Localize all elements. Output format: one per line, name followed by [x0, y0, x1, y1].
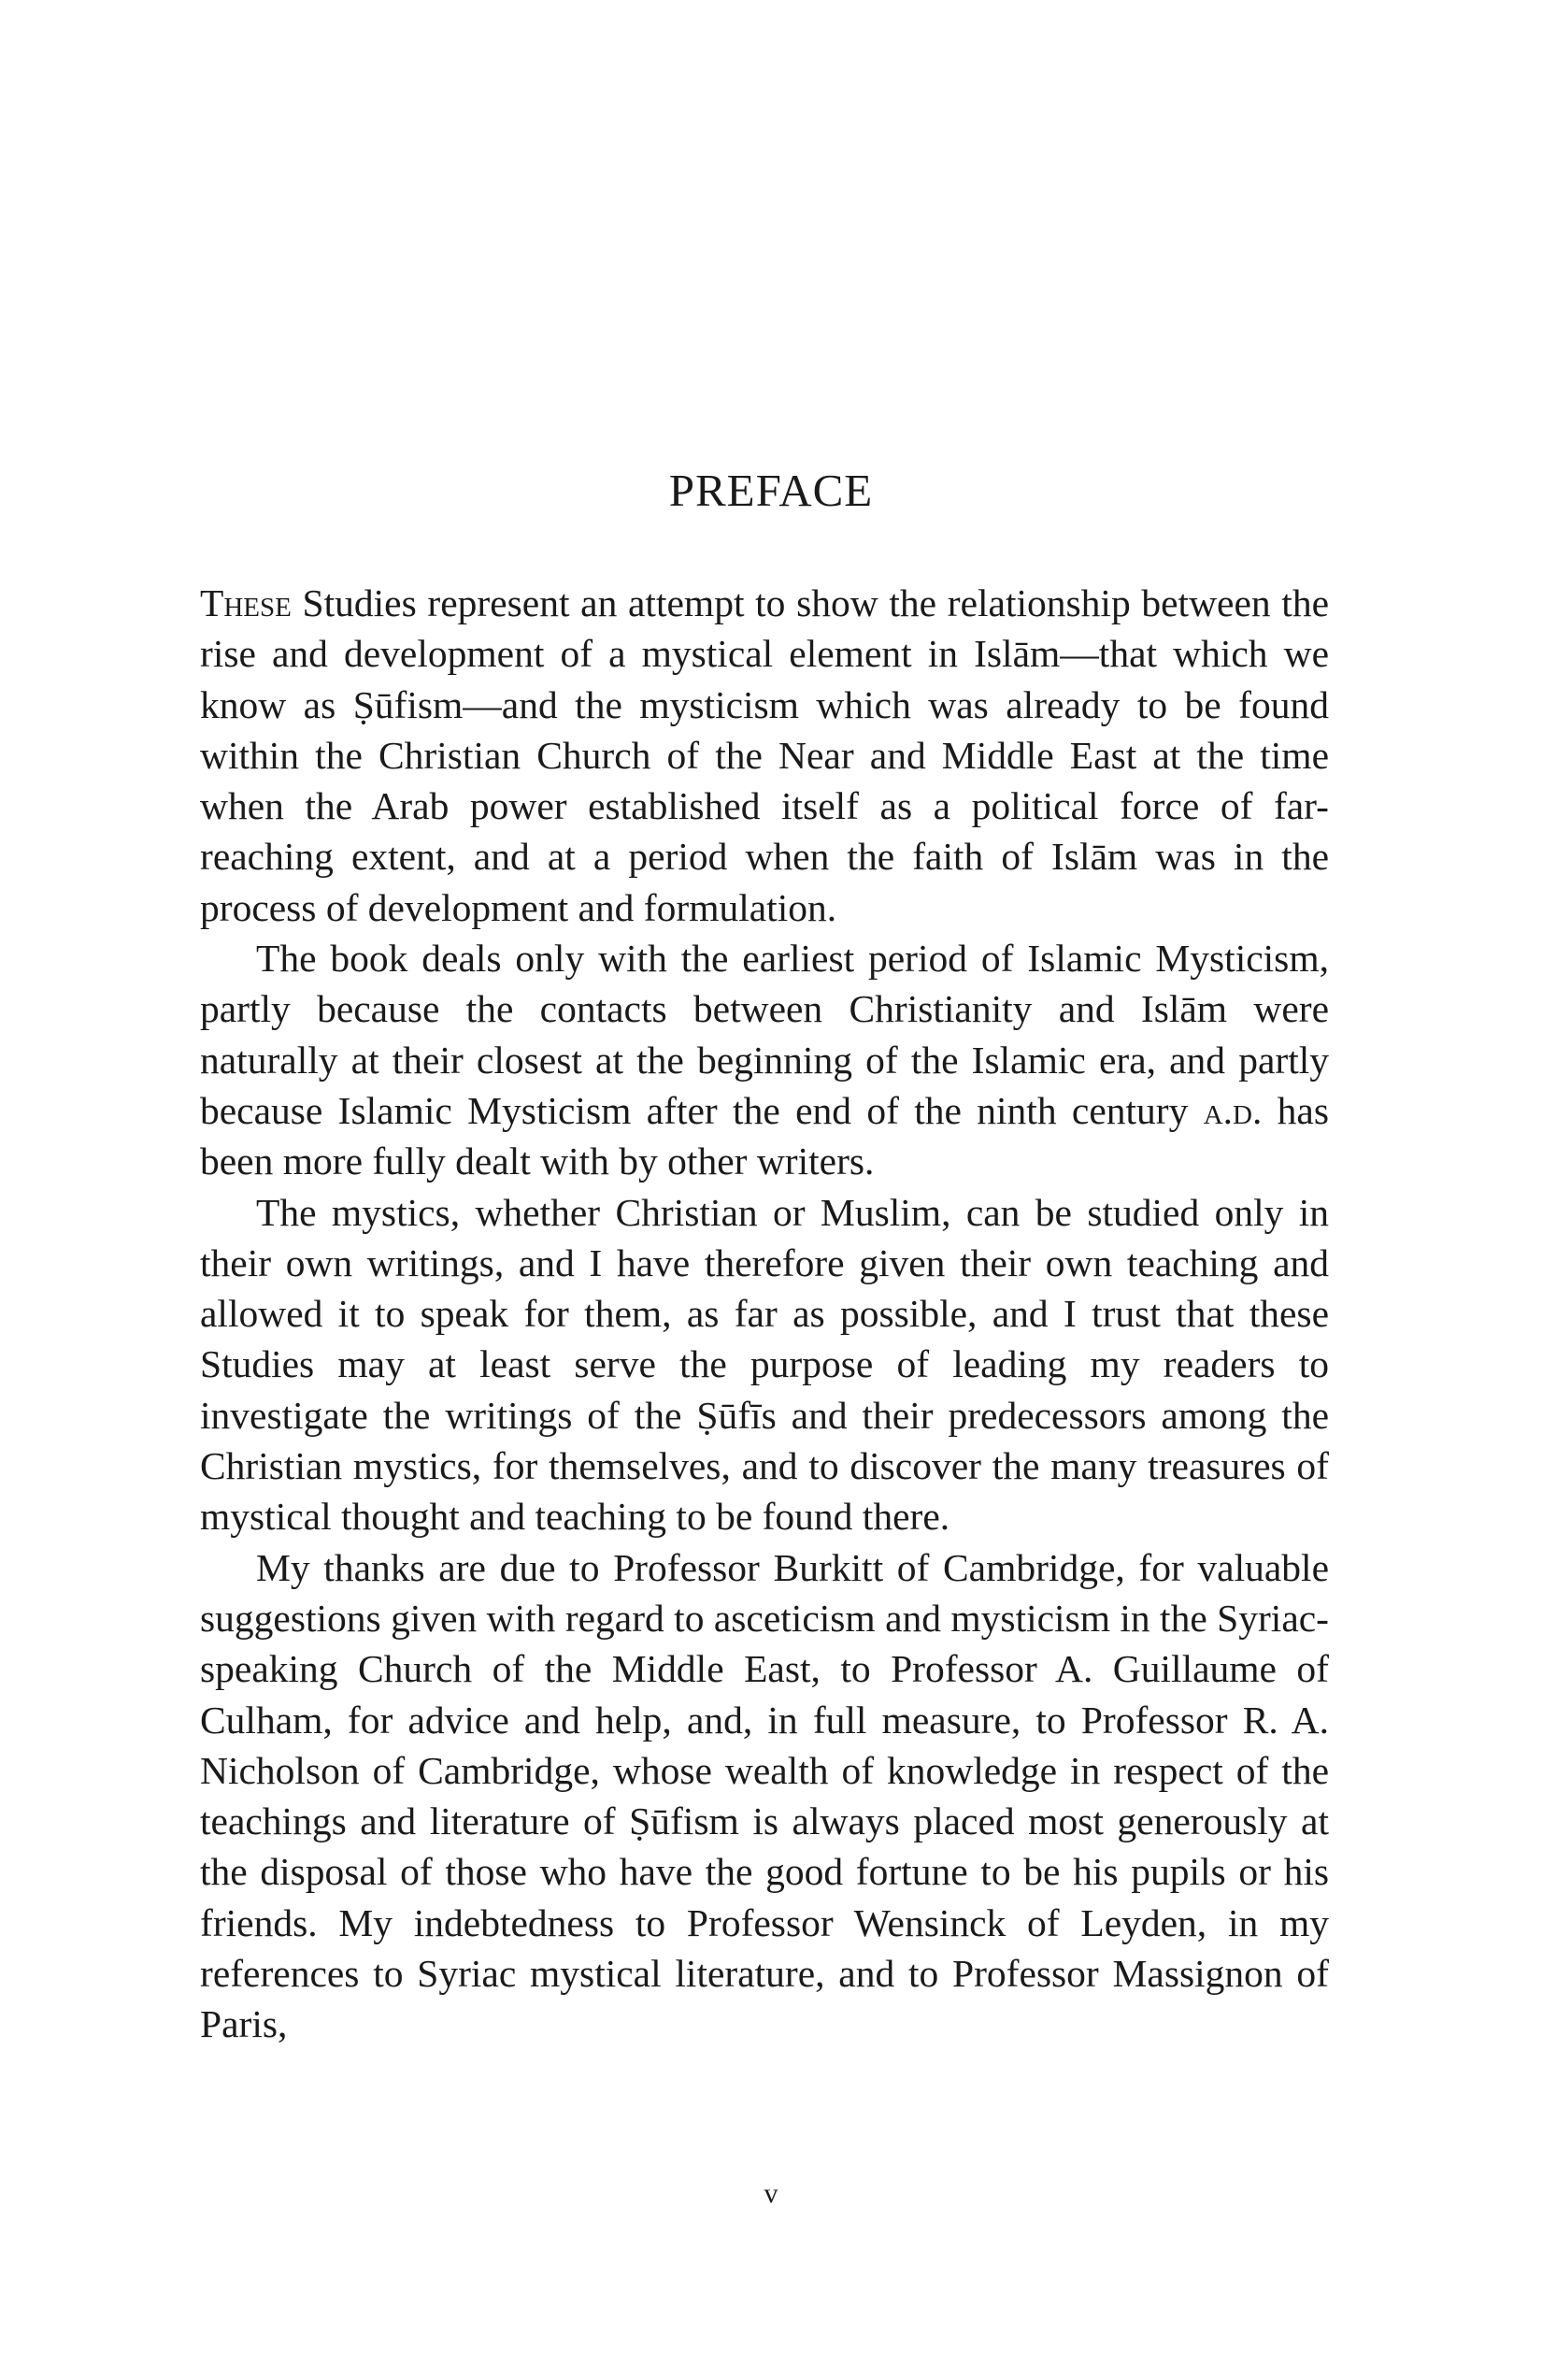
- page-number: v: [764, 2178, 778, 2209]
- paragraph-4: My thanks are due to Professor Burkitt of Cambridge, for valuable suggestions given with regard to asceticism and mysticism in the Syriac-speaking Church of the Middle East, to Professor A. Guillaume of Culham, for advice and help, and, in full measure, to Professor R. A. Nicholson of Cambridge, whose wealth of knowledge in respect of the teachings and literature of Ṣūfism is always placed most generously at the disposal of those who have the good fortune to be his pupils or his friends. My indebtedness to Professor Wensinck of Leyden, in my references to Syriac mystical literature, and to Professor Massignon of Paris,: [200, 1545, 1329, 2046]
- paragraph-1-body: Studies represent an attempt to show the relationship between the rise and development of a mystical element in Islām—that which we know as Ṣūfism—and the mysticism which was already to be found within the Christian Church of the Near and Middle East at the time when the Arab power established itself as a political force of far-reaching extent, and at a period when the faith of Islām was in the process of development and formulation.: [200, 581, 1329, 929]
- preface-text: [200, 578, 1329, 2050]
- paragraph-1: [200, 578, 1329, 933]
- paragraph-3: The mystics, whether Christian or Muslim, can be studied only in their own writings, and I have therefore given their own teaching and allowed it to speak for them, as far as possible, and I trust that these Studies may at least serve the purpose of leading my readers to investigate the writings of the Ṣūfīs and their predecessors among the Christian mystics, for themselves, and to discover the many treasures of mystical thought and teaching to be found there.: [200, 1190, 1329, 1539]
- paragraph-2: [200, 933, 1329, 1186]
- paragraph-lead: These: [200, 581, 292, 624]
- paragraph-2-body-start: The book deals only with the earliest period of Islamic Mysticism, partly because the contacts between Christianity and Islām were naturally at their closest at the beginning of the Islamic era, and partly because Islamic Mysticism after the end of the ninth century: [200, 937, 1329, 1132]
- era-abbreviation: a.d.: [1203, 1088, 1263, 1132]
- paragraph-2-body-end: has been more fully dealt with by other writers.: [200, 1088, 1329, 1183]
- page-title: PREFACE: [668, 465, 874, 516]
